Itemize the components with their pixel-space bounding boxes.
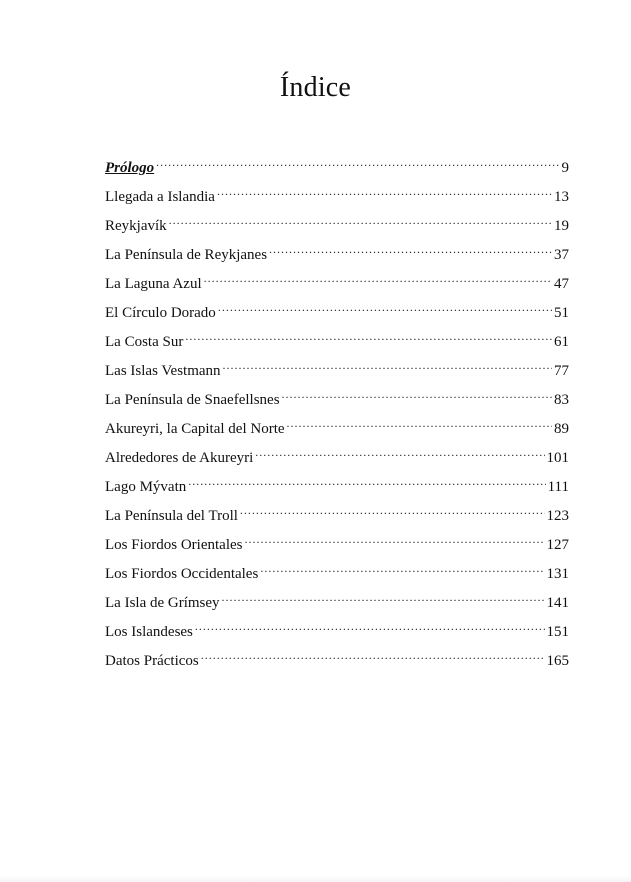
toc-entry-label[interactable]: La Costa Sur	[105, 334, 184, 350]
toc-page-number: 111	[547, 479, 569, 495]
toc-page-number: 131	[546, 566, 569, 582]
dot-leader	[282, 382, 552, 404]
toc-entry[interactable]	[105, 411, 569, 440]
toc-entry-label[interactable]: Los Islandeses	[105, 624, 193, 640]
toc-entry-label[interactable]: La Laguna Azul	[105, 276, 202, 292]
dot-leader	[185, 324, 552, 346]
toc-page-number: 165	[546, 653, 569, 669]
toc-page-number: 61	[554, 334, 569, 350]
toc-page-number: 9	[561, 160, 569, 176]
toc-entry-label[interactable]: Los Fiordos Orientales	[105, 537, 243, 553]
toc-entry-label[interactable]: Akureyri, la Capital del Norte	[105, 421, 285, 437]
toc-page-number: 101	[546, 450, 569, 466]
dot-leader	[287, 411, 552, 433]
toc-entry[interactable]	[105, 237, 569, 266]
dot-leader	[156, 150, 559, 172]
toc-entry[interactable]	[105, 614, 569, 643]
page-bottom-edge	[0, 876, 631, 882]
dot-leader	[188, 469, 545, 491]
toc-entry[interactable]	[105, 266, 569, 295]
toc-page-number: 13	[554, 189, 569, 205]
toc-page-number: 77	[554, 363, 569, 379]
dot-leader	[240, 498, 545, 520]
toc-entry[interactable]	[105, 585, 569, 614]
dot-leader	[223, 353, 552, 375]
toc-entry[interactable]	[105, 469, 569, 498]
toc-page-number: 123	[546, 508, 569, 524]
toc-entry-label[interactable]: Prólogo	[105, 160, 155, 176]
dot-leader	[269, 237, 552, 259]
toc-entry-label[interactable]: El Círculo Dorado	[105, 305, 216, 321]
toc-entry[interactable]	[105, 208, 569, 237]
dot-leader	[204, 266, 552, 288]
dot-leader	[169, 208, 552, 230]
toc-entry[interactable]	[105, 324, 569, 353]
dot-leader	[260, 556, 544, 578]
dot-leader	[195, 614, 545, 636]
toc-entry-label[interactable]: Datos Prácticos	[105, 653, 199, 669]
toc-entry[interactable]	[105, 295, 569, 324]
toc-entry-label[interactable]: La Península de Reykjanes	[105, 247, 268, 263]
page-title: Índice	[279, 72, 352, 103]
toc-entry[interactable]	[105, 527, 569, 556]
toc-entry-label[interactable]: La Isla de Grímsey	[105, 595, 220, 611]
toc-entry[interactable]	[105, 498, 569, 527]
toc-entry[interactable]	[105, 556, 569, 585]
toc-entry-label[interactable]: Los Fiordos Occidentales	[105, 566, 259, 582]
toc-page-number: 151	[546, 624, 569, 640]
toc-entry[interactable]	[105, 440, 569, 469]
toc-entry[interactable]	[105, 382, 569, 411]
toc-page-number: 47	[554, 276, 569, 292]
toc-entry[interactable]	[105, 150, 569, 179]
dot-leader	[255, 440, 544, 462]
dot-leader	[244, 527, 544, 549]
dot-leader	[217, 179, 552, 201]
toc-page-number: 89	[554, 421, 569, 437]
toc-entry-label[interactable]: Las Islas Vestmann	[105, 363, 221, 379]
toc-entry[interactable]	[105, 643, 569, 672]
toc-page-number: 83	[554, 392, 569, 408]
toc-entry[interactable]	[105, 179, 569, 208]
toc-entry-label[interactable]: Reykjavík	[105, 218, 167, 234]
toc-entry-label[interactable]: La Península de Snaefellsnes	[105, 392, 280, 408]
toc-entry-label[interactable]: Llegada a Islandia	[105, 189, 215, 205]
dot-leader	[222, 585, 545, 607]
toc-entry-label[interactable]: La Península del Troll	[105, 508, 238, 524]
toc-entry-label[interactable]: Alrededores de Akureyri	[105, 450, 254, 466]
dot-leader	[218, 295, 552, 317]
toc-page-number: 51	[554, 305, 569, 321]
toc-page-number: 127	[546, 537, 569, 553]
toc-entry-label[interactable]: Lago Mývatn	[105, 479, 187, 495]
toc-page-number: 37	[554, 247, 569, 263]
toc-page-number: 19	[554, 218, 569, 234]
dot-leader	[201, 643, 545, 665]
toc-entry[interactable]	[105, 353, 569, 382]
toc-page-number: 141	[546, 595, 569, 611]
table-of-contents	[105, 150, 569, 672]
